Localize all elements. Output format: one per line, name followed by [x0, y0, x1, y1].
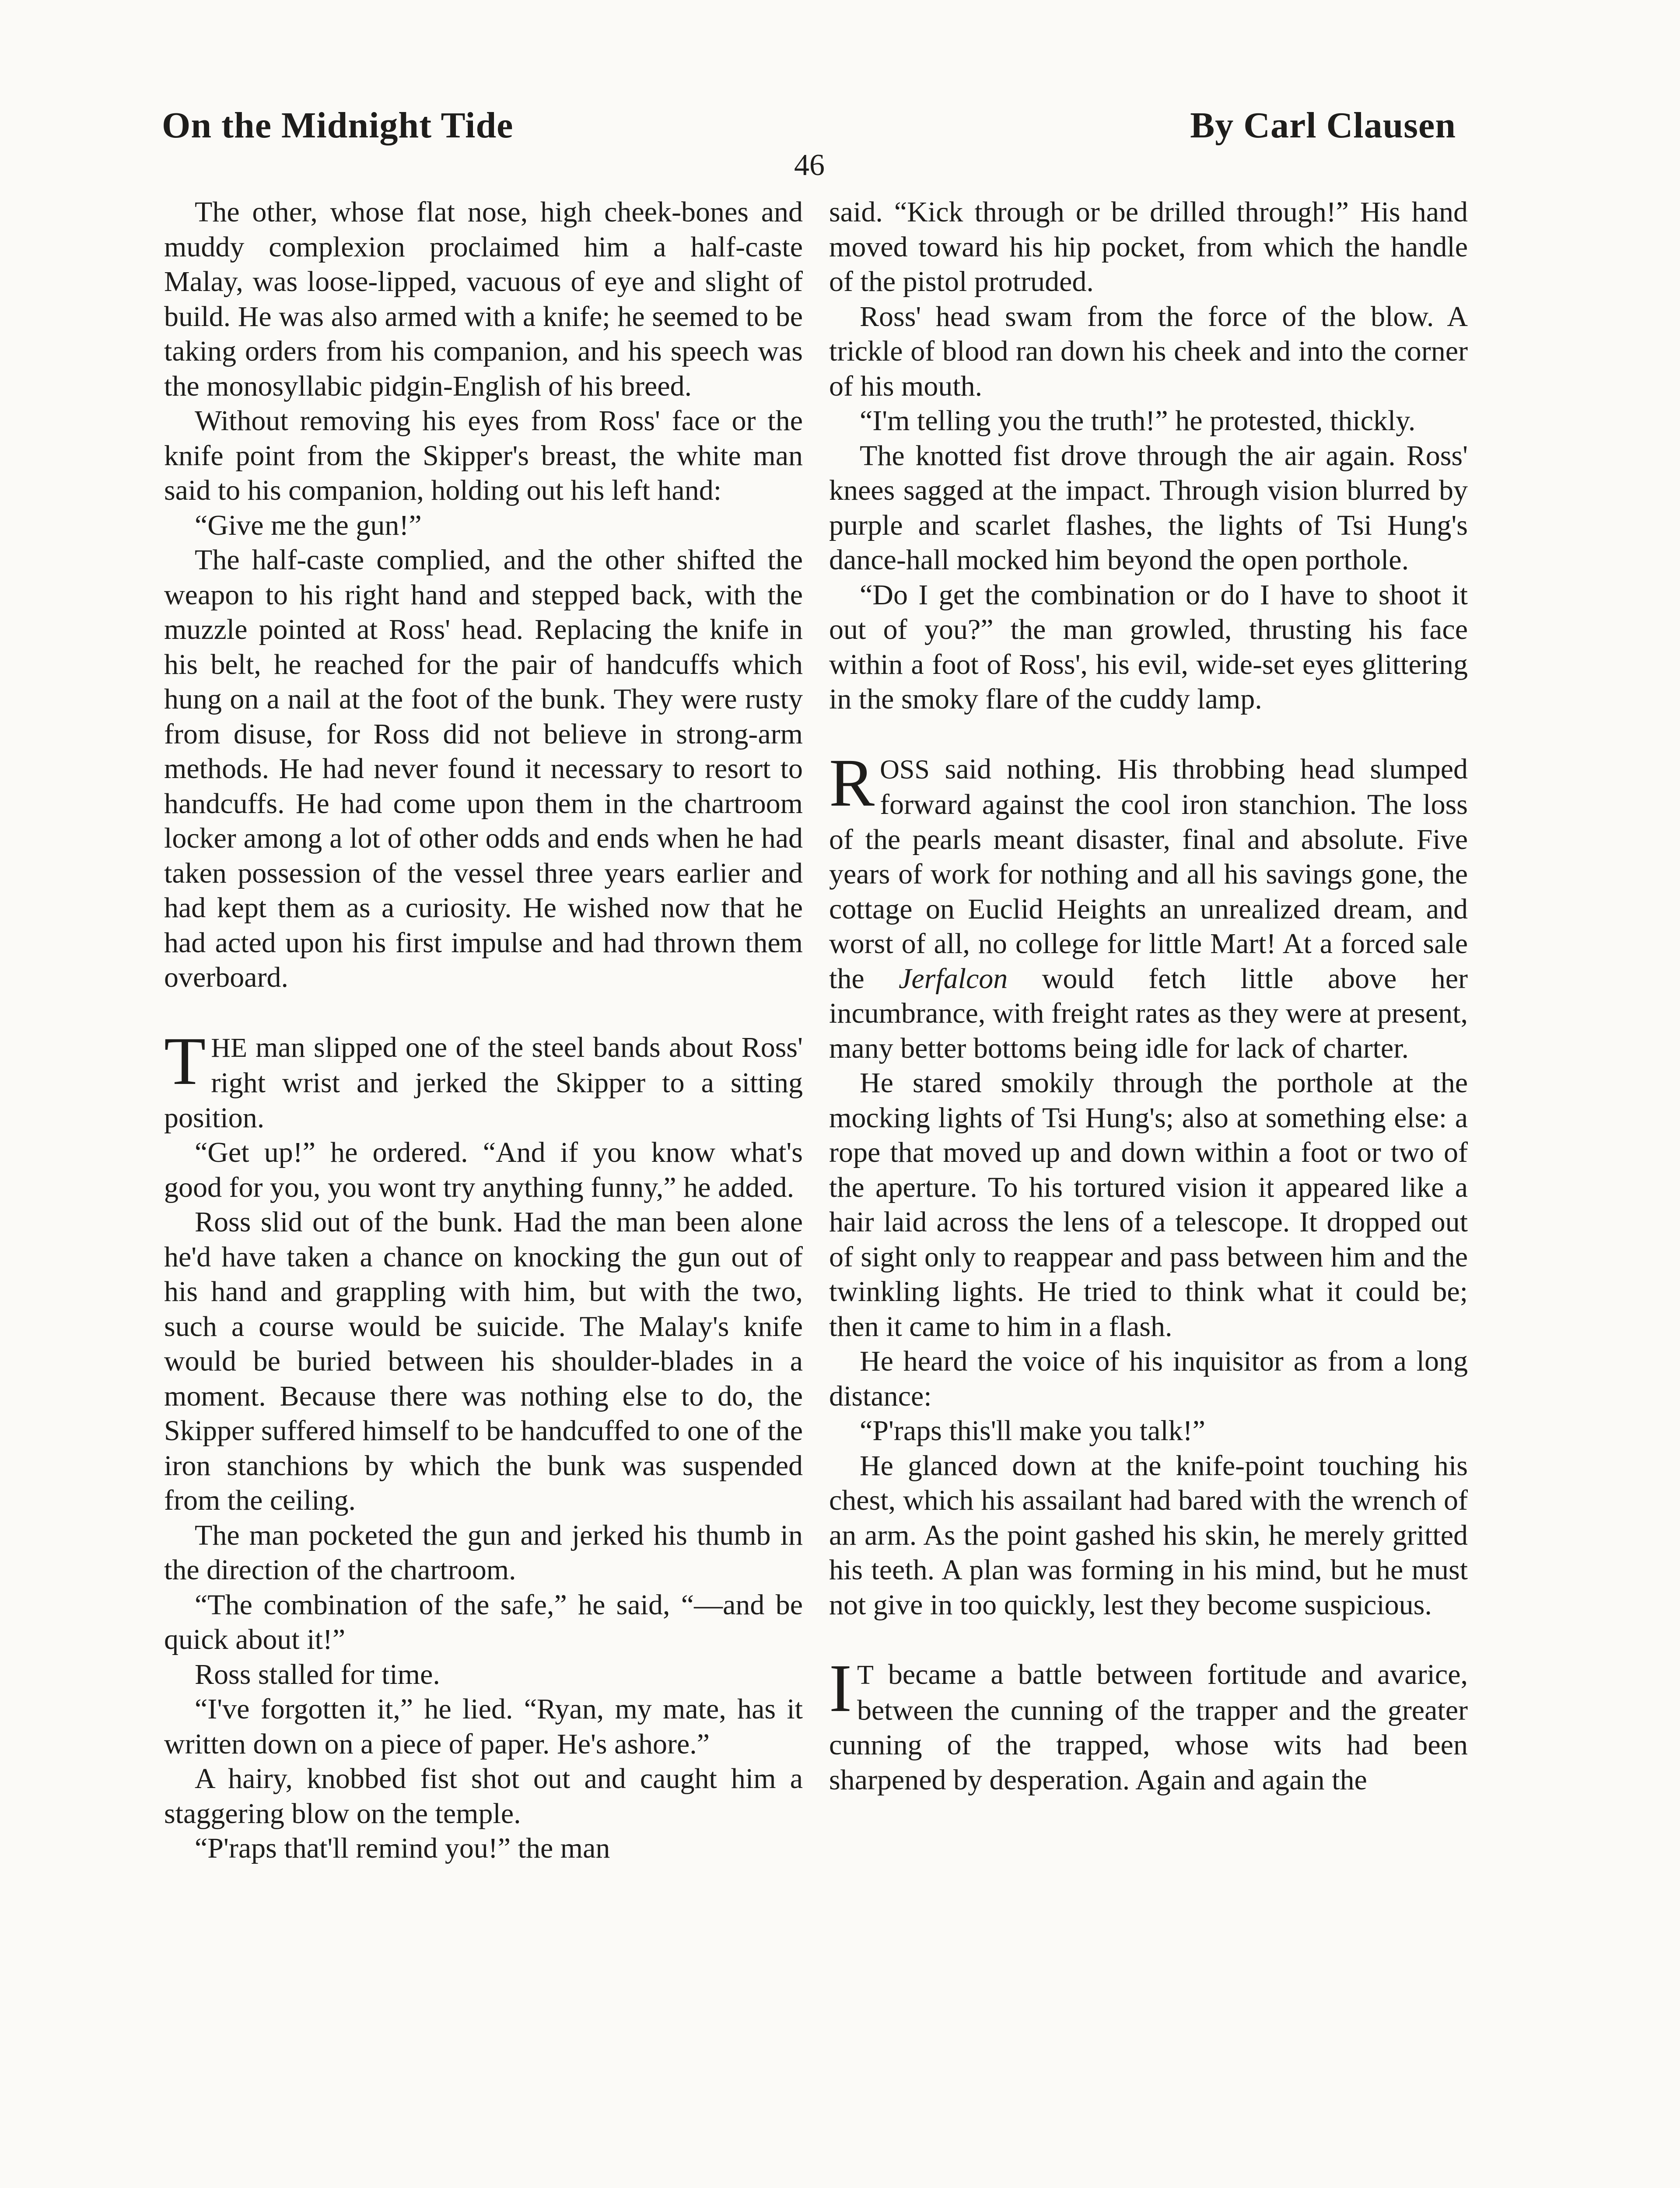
drop-cap: R: [829, 744, 875, 820]
paragraph: “Get up!” he ordered. “And if you know what's good for you, you wont try anything funny,” he added.: [164, 1136, 803, 1203]
paragraph-text: would fetch little above her incumbrance, with freight rates as they were at present, many better bottoms being idle for lack of charter.: [829, 962, 1468, 1064]
paragraph: “The combination of the safe,” he said, “—and be quick about it!”: [164, 1588, 803, 1655]
paragraph: Ross slid out of the bunk. Had the man been alone he'd have taken a chance on knocking the gun out of his hand and grappling with him, but with the two, such a course would be suicide. The Malay's knife would be buried between his shoulder-blades in a moment. Because there was nothing else to do, the Skipper suffered himself to be handcuffed to one of the iron stanchions by which the bunk was suspended from the ceiling.: [164, 1206, 803, 1516]
paragraph: “I'm telling you the truth!” he protested, thickly.: [860, 405, 1416, 437]
paragraph-text: said nothing. His throbbing head slumped forward against the cool iron stanchion. The loss of the pearls meant disaster, final and absolute. Five years of work for nothing and all his savings gone, the cottage on Euclid Heights an unrealized dream, and worst of all, no college for little Mart! At a forced sale the: [829, 753, 1468, 995]
small-caps-lead: T: [857, 1660, 874, 1690]
paragraph: Ross' head swam from the force of the blow. A trickle of blood ran down his cheek and into the corner of his mouth.: [829, 300, 1468, 402]
drop-cap: T: [164, 1023, 206, 1099]
small-caps-lead: HE: [211, 1033, 247, 1063]
paragraph: “P'raps that'll remind you!” the man: [195, 1832, 610, 1864]
paragraph: “Give me the gun!”: [195, 509, 422, 541]
paragraph: Ross stalled for time.: [195, 1658, 440, 1690]
paragraph: said. “Kick through or be drilled through!” His hand moved toward his hip pocket, from which the handle of the pistol protruded.: [829, 196, 1468, 298]
paragraph: “I've forgotten it,” he lied. “Ryan, my mate, has it written down on a piece of paper. He's ashore.”: [164, 1693, 803, 1760]
paragraph: “P'raps this'll make you talk!”: [860, 1415, 1205, 1447]
story-title: On the Midnight Tide: [162, 105, 514, 146]
paragraph: A hairy, knobbed fist shot out and caught him a staggering blow on the temple.: [164, 1763, 803, 1830]
paragraph-text: man slipped one of the steel bands about Ross' right wrist and jerked the Skipper to a sitting position.: [164, 1031, 803, 1134]
story-author: By Carl Clausen: [1190, 105, 1456, 146]
left-column: [164, 195, 803, 1866]
section-paragraph: [829, 744, 1468, 1066]
right-column: [829, 195, 1468, 1797]
paragraph: The knotted fist drove through the air again. Ross' knees sagged at the impact. Through vision blurred by purple and scarlet flashes, the lights of Tsi Hung's dance-hall mocked him beyond the open porthole.: [829, 439, 1468, 576]
section-paragraph: [164, 1023, 803, 1136]
page-number: 46: [794, 148, 825, 182]
ship-name: Jerfalcon: [899, 962, 1008, 995]
paragraph: “Do I get the combination or do I have to shoot it out of you?” the man growled, thrusting his face within a foot of Ross', his evil, wide-set eyes glittering in the smoky flare of the cuddy lamp.: [829, 579, 1468, 715]
small-caps-lead: OSS: [880, 754, 930, 785]
paragraph: He heard the voice of his inquisitor as from a long distance:: [829, 1345, 1468, 1412]
paragraph: He stared smokily through the porthole at the mocking lights of Tsi Hung's; also at something else: a rope that moved up and down within a foot or two of the aperture. To his tortured vision it appeared like a hair laid across the lens of a telescope. It dropped out of sight only to reappear and pass between him and the twinkling lights. He tried to think what it could be; then it came to him in a flash.: [829, 1067, 1468, 1343]
paragraph: He glanced down at the knife-point touching his chest, which his assailant had bared with the wrench of an arm. As the point gashed his skin, he merely gritted his teeth. A plan was forming in his mind, but he must not give in too quickly, lest they become suspicious.: [829, 1449, 1468, 1621]
paragraph: Without removing his eyes from Ross' face or the knife point from the Skipper's breast, the white man said to his companion, holding out his left hand:: [164, 405, 803, 506]
section-paragraph: [829, 1650, 1468, 1797]
drop-cap: I: [829, 1650, 852, 1726]
paragraph: The other, whose flat nose, high cheek-bones and muddy complexion proclaimed him a half-caste Malay, was loose-lipped, vacuous of eye and slight of build. He was also armed with a knife; he seemed to be taking orders from his companion, and his speech was the monosyllabic pidgin-English of his breed.: [164, 196, 803, 402]
paragraph: The half-caste complied, and the other shifted the weapon to his right hand and stepped back, with the muzzle pointed at Ross' head. Replacing the knife in his belt, he reached for the pair of handcuffs which hung on a nail at the foot of the bunk. They were rusty from disuse, for Ross did not believe in strong-arm methods. He had never found it necessary to resort to handcuffs. He had come upon them in the chartroom locker among a lot of other odds and ends when he had taken possession of the vessel three years earlier and had kept them as a curiosity. He wished now that he had acted upon his first impulse and had thrown them overboard.: [164, 544, 803, 993]
paragraph: The man pocketed the gun and jerked his thumb in the direction of the chartroom.: [164, 1519, 803, 1586]
paragraph-text: became a battle between fortitude and avarice, between the cunning of the trapper and the greater cunning of the trapped, whose wits had been sharpened by desperation. Again and again the: [829, 1659, 1468, 1796]
